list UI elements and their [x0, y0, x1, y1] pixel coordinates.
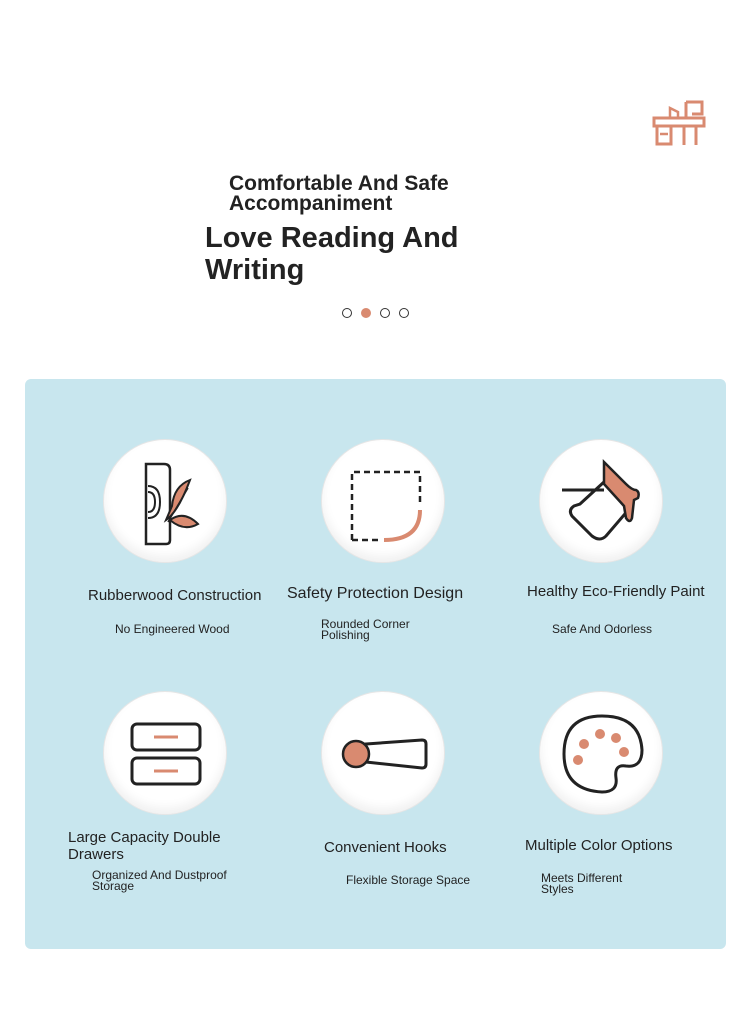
- feature-title: Convenient Hooks: [324, 839, 447, 856]
- desk-lamp-logo-icon: [652, 98, 706, 148]
- feature-title: Multiple Color Options: [525, 837, 673, 854]
- feature-icon-circle: [539, 691, 663, 815]
- paint-bucket-icon: [540, 440, 664, 564]
- feature-description: Meets Different Styles: [541, 871, 623, 896]
- carousel-dot-3[interactable]: [380, 308, 390, 318]
- feature-description: No Engineered Wood: [115, 622, 230, 636]
- carousel-dot-4[interactable]: [399, 308, 409, 318]
- rounded-corner-icon: [322, 440, 446, 564]
- carousel-dot-1[interactable]: [342, 308, 352, 318]
- features-panel: [25, 379, 726, 949]
- feature-title: Large Capacity Double Drawers: [68, 829, 221, 863]
- feature-icon-circle: [103, 439, 227, 563]
- feature-icon-circle: [539, 439, 663, 563]
- feature-description: Safe And Odorless: [552, 622, 653, 636]
- feature-icon-circle: [321, 439, 445, 563]
- feature-icon-circle: [321, 691, 445, 815]
- page-title: Love Reading And Writing: [205, 222, 459, 286]
- feature-title: Safety Protection Design: [287, 585, 464, 602]
- drawers-icon: [104, 692, 228, 816]
- feature-description: Organized And Dustproof Storage: [92, 868, 227, 893]
- wood-leaf-icon: [104, 440, 228, 564]
- feature-title: Rubberwood Construction: [88, 587, 262, 604]
- carousel-dot-2[interactable]: [361, 308, 371, 318]
- palette-icon: [540, 692, 664, 816]
- feature-description: Flexible Storage Space: [346, 873, 471, 887]
- feature-title: Healthy Eco-Friendly Paint: [527, 583, 705, 600]
- section-subtitle: Comfortable And Safe Accompaniment: [229, 172, 449, 215]
- feature-description: Rounded Corner Polishing: [321, 617, 410, 642]
- feature-icon-circle: [103, 691, 227, 815]
- hook-icon: [322, 692, 446, 816]
